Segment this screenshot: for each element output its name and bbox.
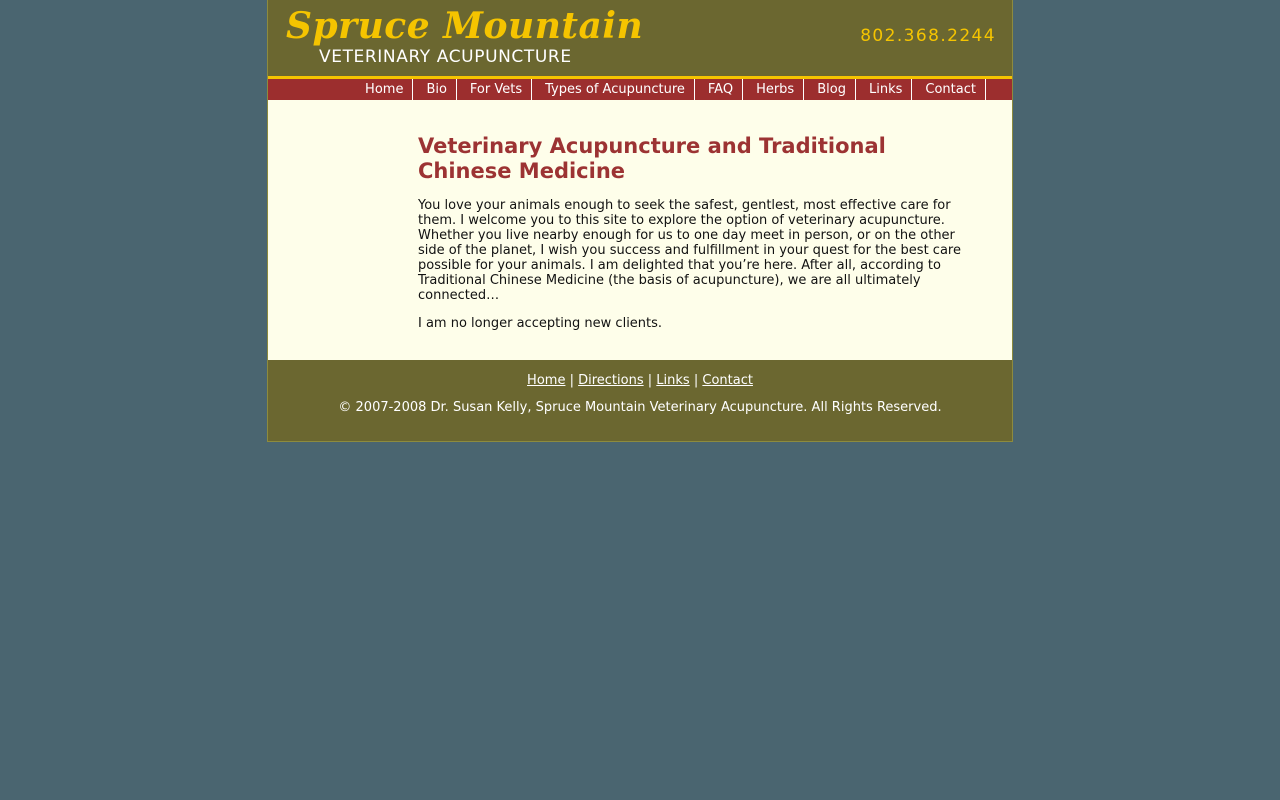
main-column <box>418 134 983 344</box>
nav-home[interactable]: Home <box>352 79 413 100</box>
footer-links <box>268 360 1012 389</box>
footer-link-directions[interactable]: Directions <box>578 373 644 388</box>
nav-bio[interactable]: Bio <box>413 79 456 100</box>
nav-links[interactable]: Links <box>856 79 912 100</box>
footer-link-home[interactable]: Home <box>527 373 566 388</box>
page-title: Veterinary Acupuncture and Traditional Chinese Medicine <box>418 134 886 183</box>
phone-number: 802.368.2244 <box>860 26 996 46</box>
copyright-notice: © 2007-2008 Dr. Susan Kelly, Spruce Mountain Veterinary Acupuncture. All Rights Reserved. <box>338 400 942 415</box>
footer-link-contact[interactable]: Contact <box>702 373 753 388</box>
nav-blog[interactable]: Blog <box>804 79 856 100</box>
nav-herbs[interactable]: Herbs <box>743 79 804 100</box>
logo-script-text: Spruce Mountain <box>286 5 644 47</box>
footer-link-links[interactable]: Links <box>656 373 690 388</box>
site-logo[interactable] <box>286 5 644 68</box>
page-wrapper <box>267 0 1013 442</box>
logo-subtitle: VETERINARY ACUPUNCTURE <box>319 47 572 67</box>
intro-paragraph: You love your animals enough to seek the safest, gentlest, most effective care for them. I welcome you to this site to explore the option of veterinary acupuncture. Whether you live nearby enough for us to one day meet in person, or on the other side of the planet, I wish you success and fulfillment in your quest for the best care possible for your animals. I am delighted that you’re here. After all, according to Traditional Chinese Medicine (the basis of acupuncture), we are all ultimately connected… <box>418 198 961 303</box>
nav-for-vets[interactable]: For Vets <box>457 79 532 100</box>
nav-faq[interactable]: FAQ <box>695 79 743 100</box>
footer-separator: | <box>693 373 699 388</box>
footer-separator: | <box>647 373 653 388</box>
content-area <box>268 100 1012 360</box>
site-footer <box>268 360 1012 441</box>
nav-contact[interactable]: Contact <box>912 79 986 100</box>
site-header <box>268 0 1012 79</box>
notice-paragraph: I am no longer accepting new clients. <box>418 316 663 331</box>
main-nav <box>268 79 1012 100</box>
footer-separator: | <box>569 373 574 388</box>
nav-types-of-acupuncture[interactable]: Types of Acupuncture <box>532 79 695 100</box>
